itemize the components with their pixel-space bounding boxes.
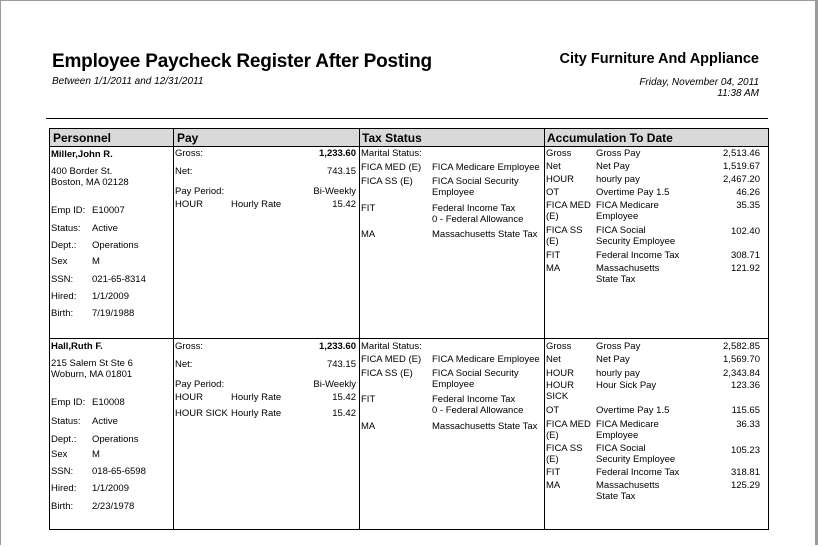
sex-label: Sex (51, 256, 68, 267)
dept-label: Dept.: (51, 434, 77, 445)
sex-label: Sex (51, 449, 68, 460)
accum-desc-cont: State Tax (596, 491, 636, 502)
hired-label: Hired: (51, 483, 77, 494)
accum-amount: 2,467.20 (723, 174, 760, 185)
birth-label: Birth: (51, 308, 74, 319)
status-value: Active (92, 416, 118, 427)
address-line-1: 400 Border St. (51, 166, 113, 177)
ssn-value: 018-65-6598 (92, 466, 146, 477)
tax-desc: FICA Medicare Employee (432, 354, 540, 365)
report-time: 11:38 AM (717, 88, 759, 99)
accum-code-cont: SICK (546, 391, 569, 402)
tax-desc: Federal Income Tax (432, 394, 516, 405)
pay-line-code: HOUR (175, 199, 203, 210)
accum-amount: 2,343.84 (723, 368, 760, 379)
marital-status-label: Marital Status: (361, 148, 422, 159)
pay-period-value: Bi-Weekly (313, 379, 356, 390)
report-date: Friday, November 04, 2011 (639, 77, 759, 88)
net-value: 743.15 (326, 359, 356, 370)
dept-value: Operations (92, 240, 139, 251)
tax-desc: Employee (432, 187, 475, 198)
tax-desc: FICA Social Security (432, 176, 519, 187)
status-label: Status: (51, 223, 81, 234)
accum-code: MA (546, 480, 561, 491)
accum-desc: Hour Sick Pay (596, 380, 657, 391)
gross-value: 1,233.60 (319, 148, 356, 159)
accum-desc: Gross Pay (596, 148, 641, 159)
accum-desc: Massachusetts (596, 480, 660, 491)
accum-amount: 308.71 (730, 250, 760, 261)
accum-desc-cont: Security Employee (596, 454, 676, 465)
accum-amount: 115.65 (731, 405, 760, 416)
accum-code-cont: (E) (546, 454, 559, 465)
status-value: Active (92, 223, 118, 234)
accum-code-cont: (E) (546, 430, 559, 441)
net-label: Net: (175, 166, 193, 177)
birth-value: 7/19/1988 (92, 308, 135, 319)
accum-desc: Gross Pay (596, 341, 641, 352)
accum-desc-cont: Security Employee (596, 236, 676, 247)
register-table (49, 128, 769, 530)
column-divider (173, 129, 174, 529)
address-line-1: 215 Salem St Ste 6 (51, 358, 133, 369)
accum-amount: 123.36 (730, 380, 760, 391)
column-divider (359, 129, 360, 529)
tax-code: FIT (361, 394, 376, 405)
accum-code: OT (546, 187, 560, 198)
col-accumulation: Accumulation To Date (547, 131, 673, 145)
sex-value: M (92, 256, 100, 267)
accum-desc: Net Pay (596, 161, 630, 172)
col-personnel: Personnel (53, 131, 112, 145)
gross-value: 1,233.60 (319, 341, 356, 352)
status-label: Status: (51, 416, 81, 427)
accum-desc: Overtime Pay 1.5 (596, 187, 670, 198)
ssn-label: SSN: (51, 466, 74, 477)
accum-desc: Federal Income Tax (596, 467, 680, 478)
accum-desc: FICA Social (596, 443, 646, 454)
accum-code: OT (546, 405, 560, 416)
accum-amount: 35.35 (736, 200, 760, 211)
accum-amount: 102.40 (730, 226, 760, 237)
birth-label: Birth: (51, 501, 74, 512)
accum-desc: FICA Social (596, 225, 646, 236)
accum-amount: 105.23 (730, 445, 760, 456)
employee-name: Miller,John R. (51, 149, 113, 160)
accum-amount: 46.26 (736, 187, 760, 198)
pay-line-code: HOUR SICK (175, 408, 228, 419)
tax-desc: FICA Medicare Employee (432, 162, 540, 173)
accum-code: Gross (546, 148, 572, 159)
accum-code: Net (546, 354, 561, 365)
accum-amount: 125.29 (730, 480, 760, 491)
report-date-range: Between 1/1/2011 and 12/31/2011 (52, 76, 204, 87)
accum-code: Net (546, 161, 561, 172)
hired-label: Hired: (51, 291, 77, 302)
accum-code: FIT (546, 467, 561, 478)
emp-id-value: E10008 (92, 397, 125, 408)
accum-desc: hourly pay (596, 368, 640, 379)
tax-desc: FICA Social Security (432, 368, 519, 379)
company-name: City Furniture And Appliance (559, 51, 759, 67)
accum-amount: 318.81 (730, 467, 760, 478)
dept-label: Dept.: (51, 240, 77, 251)
report-title: Employee Paycheck Register After Posting (52, 51, 432, 72)
pay-line-amount: 15.42 (332, 408, 356, 419)
pay-period-value: Bi-Weekly (313, 186, 356, 197)
accum-code: Gross (546, 341, 572, 352)
accum-desc: Massachusetts (596, 263, 660, 274)
marital-status-label: Marital Status: (361, 341, 422, 352)
tax-desc: Massachusetts State Tax (432, 421, 538, 432)
accum-desc: FICA Medicare (596, 200, 659, 211)
accum-amount: 2,582.85 (723, 341, 760, 352)
accum-code: HOUR (546, 368, 574, 379)
address-line-2: Woburn, MA 01801 (51, 369, 133, 380)
accum-amount: 1,519.67 (723, 161, 760, 172)
net-value: 743.15 (326, 166, 356, 177)
accum-code: FICA SS (546, 225, 583, 236)
accum-desc-cont: Employee (596, 211, 639, 222)
col-tax-status: Tax Status (362, 131, 422, 145)
tax-code: FIT (361, 203, 376, 214)
sex-value: M (92, 449, 100, 460)
accum-amount: 2,513.46 (723, 148, 760, 159)
pay-line-desc: Hourly Rate (231, 408, 282, 419)
accum-code: FICA SS (546, 443, 583, 454)
accum-code: FICA MED (546, 419, 591, 430)
accum-desc: hourly pay (596, 174, 640, 185)
accum-desc-cont: State Tax (596, 274, 636, 285)
table-header (50, 129, 768, 147)
hired-value: 1/1/2009 (92, 483, 129, 494)
accum-desc: Net Pay (596, 354, 630, 365)
accum-amount: 36.33 (736, 419, 760, 430)
tax-code: MA (361, 229, 376, 240)
accum-code-cont: (E) (546, 236, 559, 247)
pay-line-desc: Hourly Rate (231, 392, 282, 403)
net-label: Net: (175, 359, 193, 370)
accum-code: FICA MED (546, 200, 591, 211)
accum-desc: Overtime Pay 1.5 (596, 405, 670, 416)
tax-desc: Federal Income Tax (432, 203, 516, 214)
accum-code: HOUR (546, 380, 574, 391)
pay-line-amount: 15.42 (332, 392, 356, 403)
emp-id-value: E10007 (92, 205, 125, 216)
dept-value: Operations (92, 434, 139, 445)
col-pay: Pay (177, 131, 199, 145)
tax-desc: Massachusetts State Tax (432, 229, 538, 240)
address-line-2: Boston, MA 02128 (51, 177, 129, 188)
header-rule (46, 118, 768, 119)
ssn-label: SSN: (51, 274, 74, 285)
tax-desc: Employee (432, 379, 475, 390)
accum-desc: Federal Income Tax (596, 250, 680, 261)
gross-label: Gross: (175, 148, 203, 159)
tax-code: MA (361, 421, 376, 432)
accum-amount: 1,569.70 (723, 354, 760, 365)
tax-desc: 0 - Federal Allowance (432, 405, 524, 416)
ssn-value: 021-65-8314 (92, 274, 146, 285)
tax-code: FICA SS (E) (361, 176, 413, 187)
pay-line-desc: Hourly Rate (231, 199, 282, 210)
tax-desc: 0 - Federal Allowance (432, 214, 524, 225)
pay-period-label: Pay Period: (175, 379, 225, 390)
tax-code: FICA MED (E) (361, 162, 422, 173)
pay-period-label: Pay Period: (175, 186, 225, 197)
emp-id-label: Emp ID: (51, 397, 86, 408)
emp-id-label: Emp ID: (51, 205, 86, 216)
column-divider (544, 129, 545, 529)
pay-line-code: HOUR (175, 392, 203, 403)
accum-amount: 121.92 (730, 263, 760, 274)
pay-line-amount: 15.42 (332, 199, 356, 210)
hired-value: 1/1/2009 (92, 291, 129, 302)
accum-desc-cont: Employee (596, 430, 639, 441)
accum-code: MA (546, 263, 561, 274)
accum-code-cont: (E) (546, 211, 559, 222)
accum-desc: FICA Medicare (596, 419, 659, 430)
accum-code: HOUR (546, 174, 574, 185)
accum-code: FIT (546, 250, 561, 261)
employee-name: Hall,Ruth F. (51, 341, 103, 352)
gross-label: Gross: (175, 341, 203, 352)
tax-code: FICA MED (E) (361, 354, 422, 365)
tax-code: FICA SS (E) (361, 368, 413, 379)
birth-value: 2/23/1978 (92, 501, 135, 512)
row-divider (50, 338, 768, 339)
